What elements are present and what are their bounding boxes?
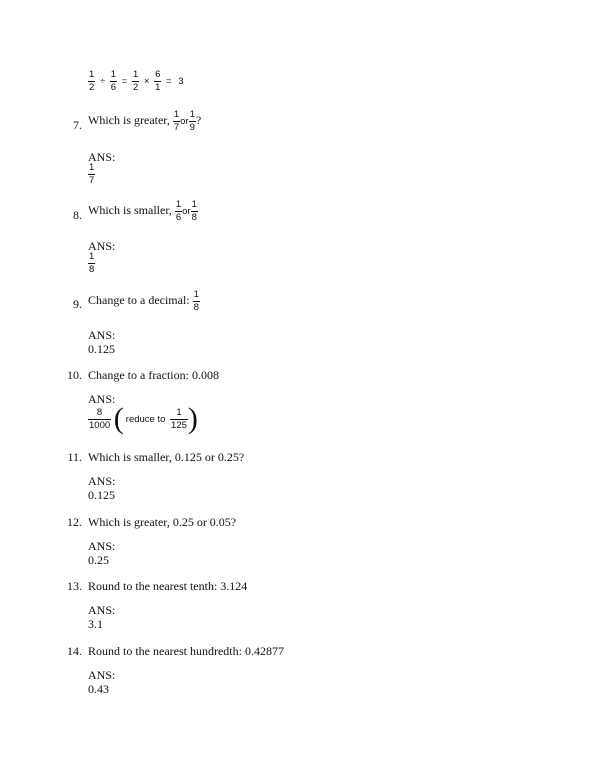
answer: 0.25 xyxy=(88,553,109,567)
question-text: Which is greater, 0.25 or 0.05? xyxy=(88,515,237,529)
question-text: Change to a decimal: $\frac{1}{8}$ xyxy=(88,289,199,313)
fraction: $\frac{8}{1000}$ xyxy=(89,407,111,431)
fraction: $\frac{1}{9}$ xyxy=(189,109,195,133)
question-text: Which is smaller, $\frac{1}{6}$ or $\frac{1}{8}$ xyxy=(88,199,197,223)
answer: $\frac{8}{1000}$ ( reduce to $\frac{1}{125}$ ) xyxy=(89,402,198,435)
ans-label: ANS: xyxy=(88,539,116,553)
ans-label: ANS: xyxy=(88,239,116,253)
ans-label: ANS: xyxy=(88,474,116,488)
fraction: $\frac{1}{7}$ xyxy=(173,109,180,133)
fraction: $\frac{1}{2}$ xyxy=(89,69,95,93)
question-number: 9. xyxy=(73,297,82,311)
fraction: $\frac{1}{8}$ xyxy=(191,199,197,223)
ans-label: ANS: xyxy=(88,150,116,164)
fraction: $\frac{1}{7}$ xyxy=(89,162,95,186)
fraction: $\frac{1}{6}$ xyxy=(110,69,117,93)
question-number: 14. xyxy=(67,644,82,658)
top-equation: $\frac{1}{2}$ ÷ $\frac{1}{6}$ = $\frac{1}{2}$ × $\frac{6}{1}$ = 3 xyxy=(89,69,184,93)
ans-label: ANS: xyxy=(88,392,116,406)
right-paren: ) xyxy=(187,402,198,435)
answer: 0.43 xyxy=(88,682,109,696)
answer xyxy=(88,252,95,274)
answer: 0.125 xyxy=(88,488,115,502)
question-number: 13. xyxy=(67,579,82,593)
question-text: Round to the nearest hundredth: 0.42877 xyxy=(88,644,284,658)
ans-label: ANS: xyxy=(88,603,116,617)
question-number: 8. xyxy=(73,208,82,222)
fraction: $\frac{1}{8}$ xyxy=(193,289,199,313)
fraction: $\frac{1}{8}$ xyxy=(89,251,95,275)
question-text: Change to a fraction: 0.008 xyxy=(88,368,219,382)
answer: 0.125 xyxy=(88,342,115,356)
question-text: Round to the nearest tenth: 3.124 xyxy=(88,579,248,593)
answer xyxy=(88,163,95,185)
question-text: Which is smaller, 0.125 or 0.25? xyxy=(88,450,245,464)
ans-label: ANS: xyxy=(88,668,116,682)
question-number: 12. xyxy=(67,515,82,529)
answer: 3.1 xyxy=(88,617,103,631)
fraction: $\frac{1}{2}$ xyxy=(132,69,139,93)
question-number: 11. xyxy=(67,450,82,464)
left-paren: ( xyxy=(113,402,124,435)
fraction: $\frac{1}{6}$ xyxy=(175,199,182,223)
ans-label: ANS: xyxy=(88,328,116,342)
question-text: Which is greater, $\frac{1}{7}$ or $\frac{1}{9}$ ? xyxy=(88,109,202,133)
fraction: $\frac{6}{1}$ xyxy=(155,69,161,93)
fraction: $\frac{1}{125}$ xyxy=(171,407,187,431)
question-number: 7. xyxy=(73,118,82,132)
question-number: 10. xyxy=(67,368,82,382)
